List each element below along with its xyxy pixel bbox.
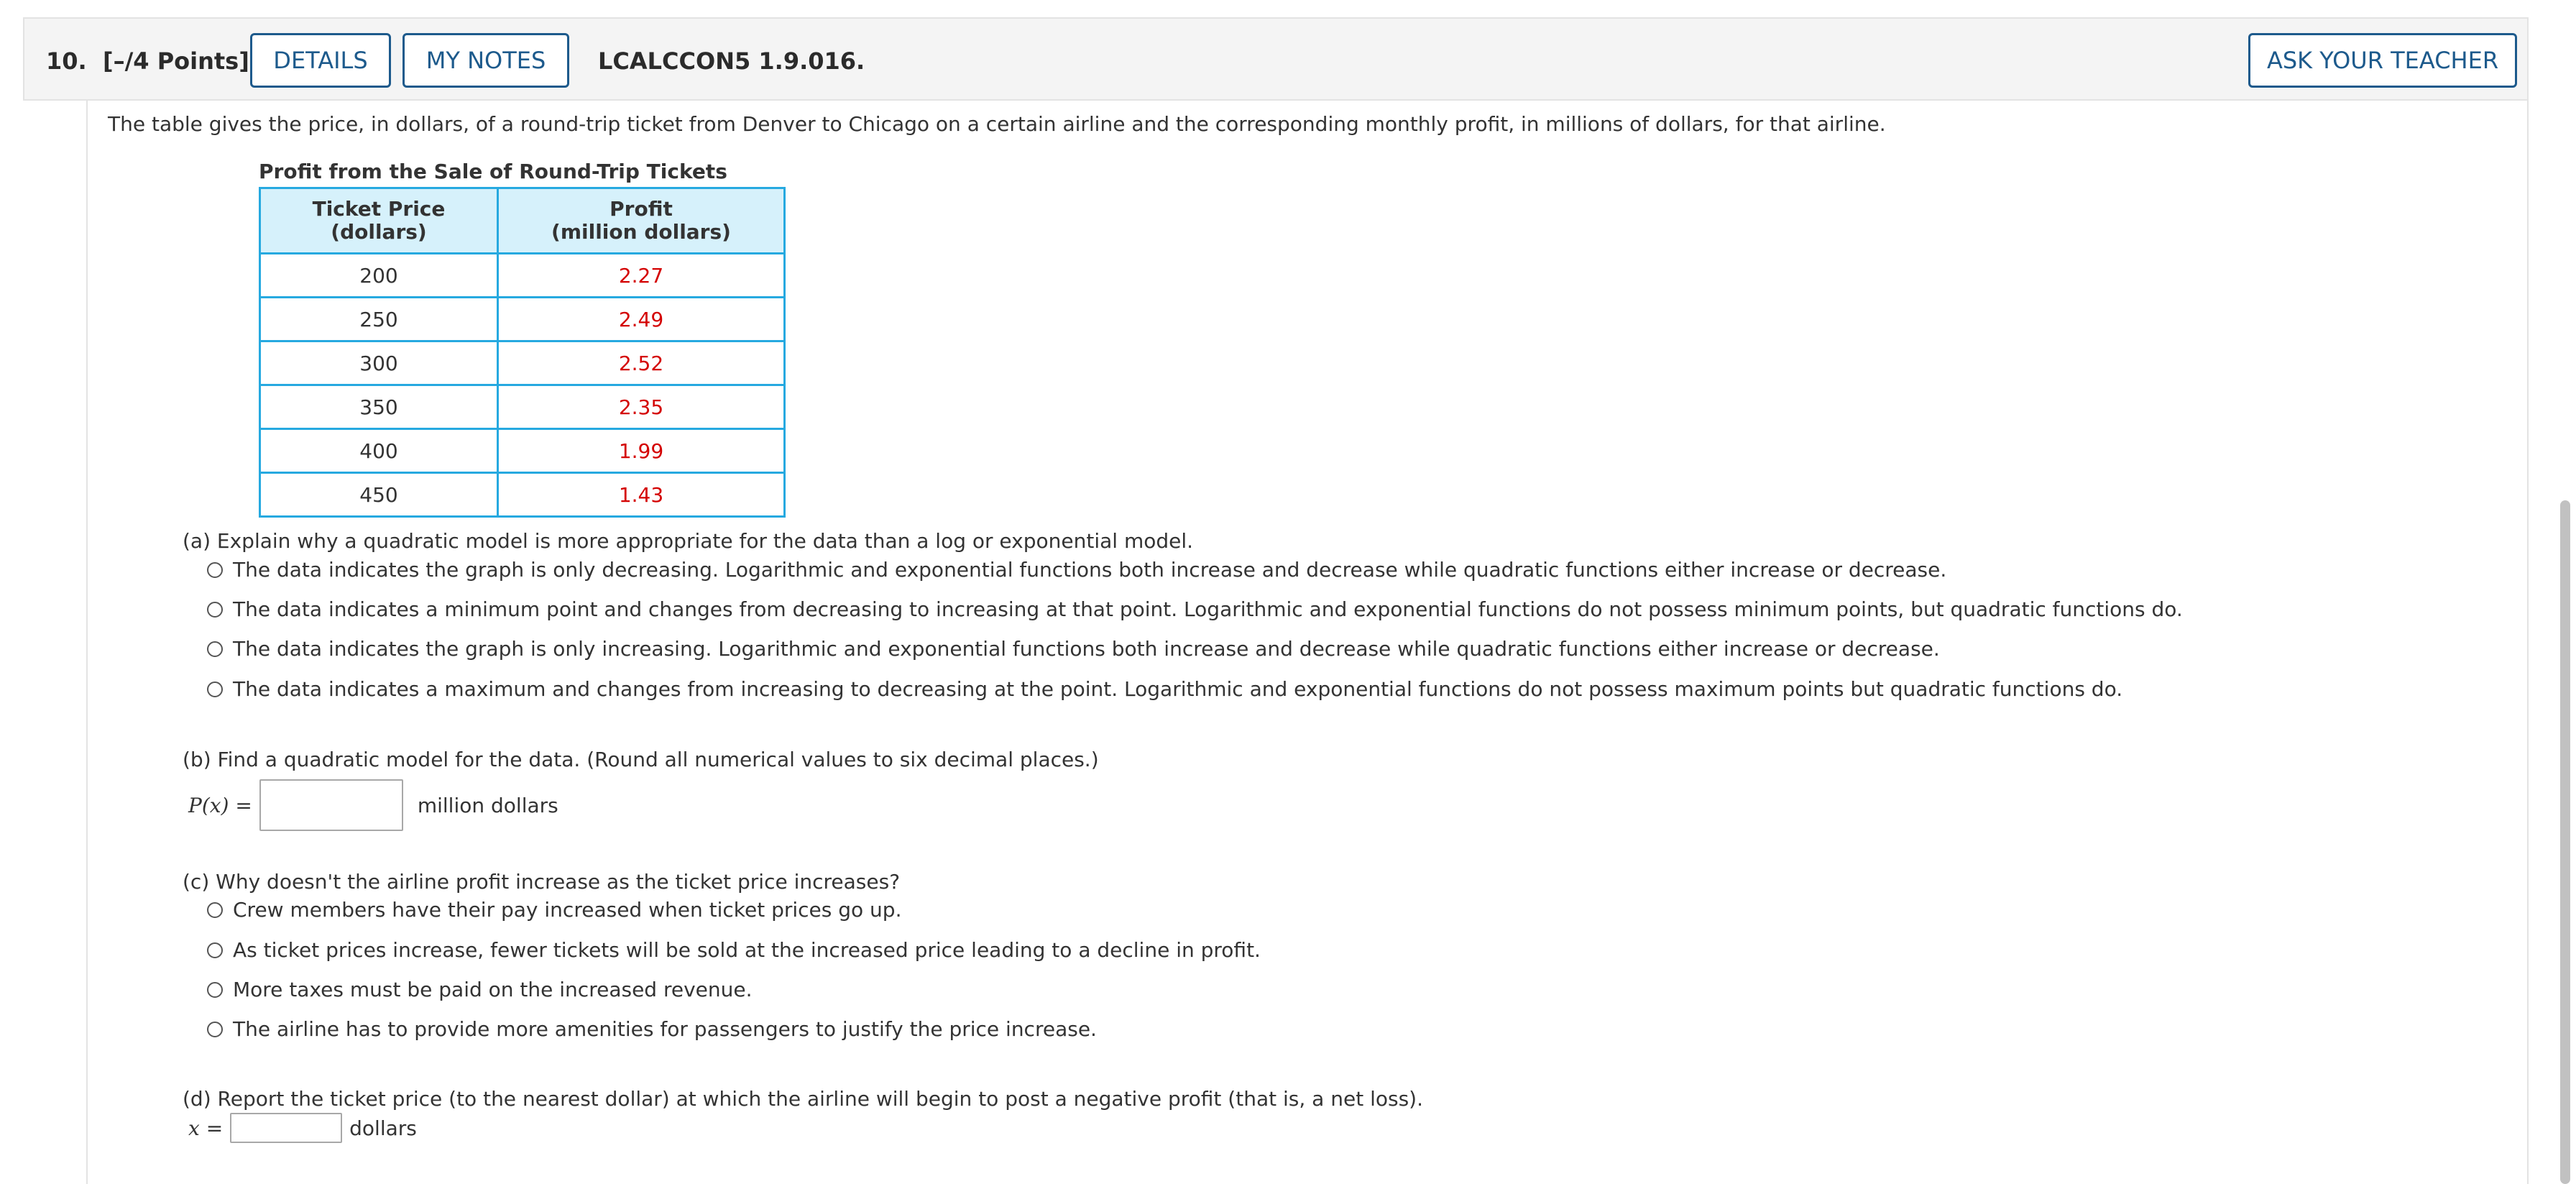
question-number-points	[46, 47, 249, 75]
part-d-answer-row	[188, 1113, 417, 1143]
part-a-prompt: (a) Explain why a quadratic model is more appropriate for the data than a log or exponential model.	[183, 529, 1194, 553]
part-a-option-2[interactable]	[207, 597, 2183, 621]
my-notes-button[interactable]: MY NOTES	[402, 33, 569, 88]
details-button[interactable]: DETAILS	[250, 33, 391, 88]
part-a-option-3[interactable]	[207, 637, 1940, 661]
part-b-unit: million dollars	[417, 793, 558, 817]
question-intro: The table gives the price, in dollars, of a round-trip ticket from Denver to Chicago on a certain airline and the corresponding monthly profit, in millions of dollars, for that airline.	[108, 112, 1886, 136]
radio-button[interactable]	[207, 982, 223, 998]
page-scrollbar[interactable]	[2560, 500, 2570, 1184]
part-a-option-1[interactable]	[207, 558, 1946, 582]
table-row	[260, 429, 785, 473]
profit-cell: 2.49	[498, 298, 785, 341]
table-caption: Profit from the Sale of Round-Trip Tickets	[259, 160, 727, 183]
option-label: The airline has to provide more amenities for passengers to justify the price increase.	[233, 1017, 1097, 1041]
table-row	[260, 385, 785, 429]
profit-cell: 1.43	[498, 473, 785, 517]
price-cell: 300	[260, 341, 498, 385]
price-cell: 200	[260, 254, 498, 298]
option-label: The data indicates the graph is only decreasing. Logarithmic and exponential functions both increase and decrease while quadratic functions either increase or decrease.	[233, 558, 1947, 582]
price-cell: 250	[260, 298, 498, 341]
price-cell: 350	[260, 385, 498, 429]
table-row	[260, 341, 785, 385]
x-label: x =	[188, 1116, 224, 1140]
part-b-answer-row	[188, 779, 558, 831]
option-label: The data indicates the graph is only increasing. Logarithmic and exponential functions both increase and decrease while quadratic functions either increase or decrease.	[233, 637, 1940, 661]
table-row	[260, 254, 785, 298]
part-c-option-2[interactable]	[207, 938, 1261, 962]
header-profit: Profit (million dollars)	[498, 188, 785, 254]
option-label: As ticket prices increase, fewer tickets will be sold at the increased price leading to a decline in profit.	[233, 938, 1261, 962]
radio-button[interactable]	[207, 562, 223, 578]
option-label: The data indicates a minimum point and changes from decreasing to increasing at that point. Logarithmic and exponential functions do not possess minimum points, but quadratic functions do.	[233, 597, 2183, 621]
radio-button[interactable]	[207, 602, 223, 618]
radio-button[interactable]	[207, 902, 223, 918]
price-cell: 400	[260, 429, 498, 473]
p-of-x-input[interactable]	[259, 779, 403, 831]
part-d-prompt: (d) Report the ticket price (to the nearest dollar) at which the airline will begin to post a negative profit (that is, a net loss).	[183, 1087, 1423, 1111]
radio-button[interactable]	[207, 641, 223, 657]
question-header	[23, 17, 2529, 101]
part-b-prompt: (b) Find a quadratic model for the data. (Round all numerical values to six decimal places.)	[183, 748, 1099, 771]
radio-button[interactable]	[207, 1022, 223, 1037]
profit-cell: 2.35	[498, 385, 785, 429]
table-row	[260, 473, 785, 517]
part-c-option-1[interactable]	[207, 898, 901, 922]
question-points: [–/4 Points]	[102, 47, 249, 75]
profit-cell: 2.52	[498, 341, 785, 385]
part-c-prompt: (c) Why doesn't the airline profit increase as the ticket price increases?	[183, 870, 901, 894]
question-code: LCALCCON5 1.9.016.	[598, 47, 865, 75]
option-label: The data indicates a maximum and changes from increasing to decreasing at the point. Logarithmic and exponential functions do not possess maximum points but quadratic functions do.	[233, 677, 2123, 701]
radio-button[interactable]	[207, 942, 223, 958]
ask-your-teacher-button[interactable]: ASK YOUR TEACHER	[2248, 33, 2517, 88]
table-row	[260, 298, 785, 341]
option-label: More taxes must be paid on the increased revenue.	[233, 978, 753, 1001]
part-d-unit: dollars	[349, 1116, 417, 1140]
table-header-row	[260, 188, 785, 254]
profit-cell: 1.99	[498, 429, 785, 473]
profit-cell: 2.27	[498, 254, 785, 298]
question-number: 10.	[46, 47, 87, 75]
header-ticket-price: Ticket Price (dollars)	[260, 188, 498, 254]
part-c-option-4[interactable]	[207, 1017, 1097, 1041]
option-label: Crew members have their pay increased when ticket prices go up.	[233, 898, 902, 922]
price-cell: 450	[260, 473, 498, 517]
part-a-option-4[interactable]	[207, 677, 2122, 701]
p-of-x-label: P(x) =	[188, 793, 252, 817]
part-c-option-3[interactable]	[207, 978, 753, 1001]
profit-table	[259, 187, 786, 518]
x-input[interactable]	[230, 1113, 342, 1143]
radio-button[interactable]	[207, 682, 223, 697]
